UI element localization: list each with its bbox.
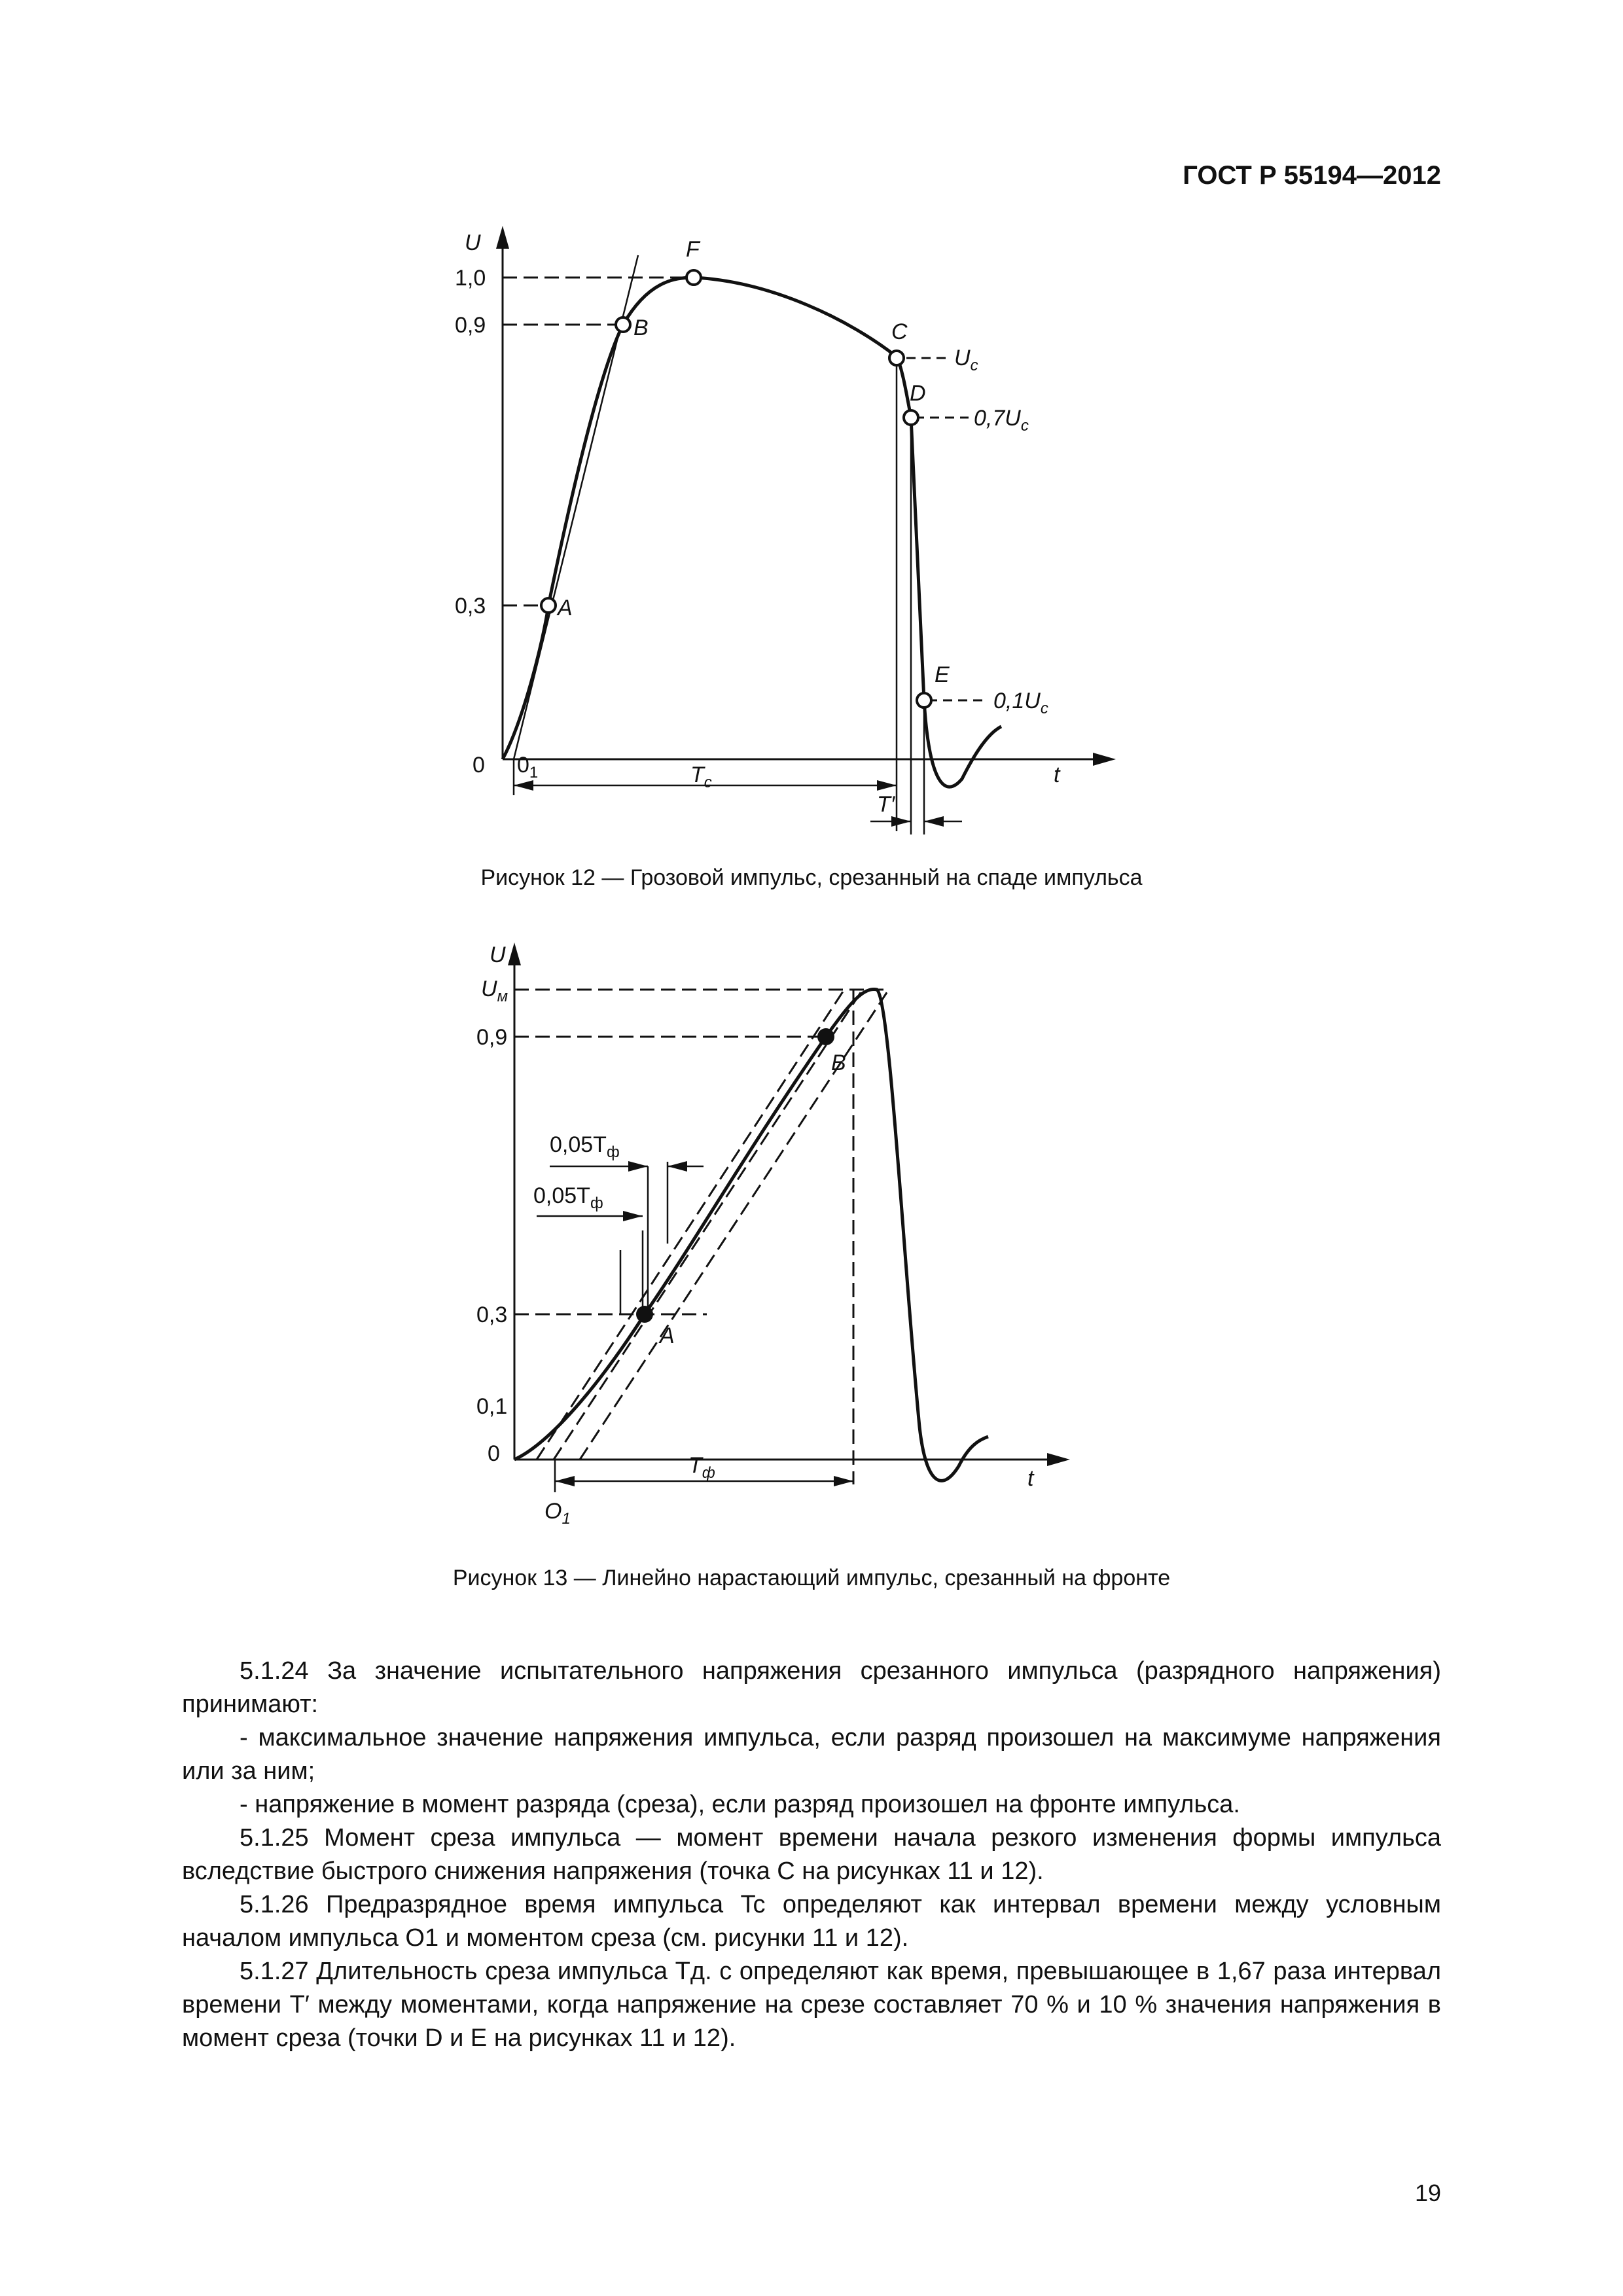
tick-0-1: 0,1: [476, 1394, 508, 1419]
origin-o1-label: $O_1$: [544, 1499, 571, 1528]
tick-1-0: 1,0: [455, 266, 486, 291]
offset-lower-label: $0,05T_ф$: [533, 1183, 603, 1212]
tick-0-3: 0,3: [476, 1302, 508, 1327]
point-c-marker: [889, 351, 904, 365]
page-number: 19: [1414, 2179, 1441, 2206]
point-d-label: D: [910, 381, 926, 406]
origin-o1-label: $0_1$: [517, 753, 539, 781]
point-e-label: E: [935, 662, 950, 687]
point-b-label: B: [831, 1050, 846, 1075]
paragraph-5-1-26: 5.1.26 Предразрядное время импульса Tc определяют как интервал времени между условным началом импульса O1 и моментом среза (см. рисунки 11 и 12).: [182, 1891, 1441, 1952]
list-item-discharge: - напряжение в момент разряда (среза), если разряд произошел на фронте импульса.: [240, 1791, 1240, 1818]
point-a-marker: [636, 1306, 653, 1323]
interval-tprime-label: T′: [877, 792, 895, 817]
figure-13-caption: Рисунок 13 — Линейно нарастающий импульс, срезанный на фронте: [452, 1566, 1171, 1590]
offset-upper-label: $0,05T_ф$: [550, 1132, 620, 1161]
point-b-marker: [817, 1028, 834, 1045]
tick-zero: 0: [473, 753, 485, 778]
point-f-marker: [687, 270, 701, 285]
figure-12-diagram: [0, 0, 1623, 864]
figure-12-caption: Рисунок 12 — Грозовой импульс, срезанный на спаде импульса: [480, 865, 1143, 890]
interval-tf-label: $T_ф$: [688, 1453, 715, 1482]
tick-0-9: 0,9: [476, 1025, 508, 1050]
y-axis-label: U: [490, 942, 506, 967]
x-axis-label: t: [1027, 1466, 1034, 1491]
body-text: [182, 1655, 1441, 2055]
tick-0-9: 0,9: [455, 313, 486, 338]
point-b-label: B: [633, 315, 649, 340]
level-uc-label: $U_c$: [954, 346, 978, 374]
point-a-label: A: [660, 1323, 675, 1348]
x-axis-label: t: [1054, 762, 1060, 787]
point-a-marker: [541, 598, 556, 613]
interval-tc-label: $T_c$: [690, 762, 712, 791]
point-d-marker: [904, 410, 918, 425]
point-a-label: A: [558, 596, 573, 620]
level-07uc-label: $0,7U_c$: [974, 406, 1029, 435]
point-f-label: F: [686, 237, 700, 262]
point-e-marker: [917, 693, 931, 708]
tick-zero: 0: [488, 1441, 500, 1466]
point-b-marker: [616, 317, 630, 332]
level-01uc-label: $0,1U_c$: [993, 689, 1048, 717]
paragraph-5-1-27: 5.1.27 Длительность среза импульса Tд. с определяют как время, превышающее в 1,67 раза интервал времени T′ между моментами, когда напряжение на срезе составляет 70 % и 10 % значения напряжения в момент среза (точки D и E на рисунках 11 и 12).: [182, 1958, 1441, 2052]
list-item-max: - максимальное значение напряжения импульса, если разряд произошел на максимуме напряжения или за ним;: [182, 1724, 1441, 1785]
tick-0-3: 0,3: [455, 594, 486, 619]
y-axis-label: U: [465, 230, 481, 255]
paragraph-5-1-24: 5.1.24 За значение испытательного напряжения срезанного импульса (разрядного напряжения) принимают:: [182, 1657, 1441, 1718]
tick-um: $U_м$: [481, 977, 508, 1005]
document-code: ГОСТ Р 55194—2012: [1183, 161, 1441, 190]
paragraph-5-1-25: 5.1.25 Момент среза импульса — момент времени начала резкого изменения формы импульса вследствие быстрого снижения напряжения (точка C на рисунках 11 и 12).: [182, 1824, 1441, 1885]
point-c-label: C: [891, 319, 908, 344]
figure-13-diagram: [0, 929, 1623, 1558]
